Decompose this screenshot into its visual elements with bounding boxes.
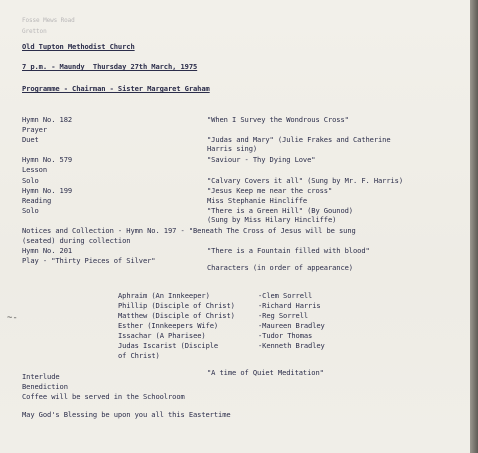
notices-line-2: (seated) during collection (22, 236, 131, 245)
item-right: (Sung by Miss Hilary Hincliffe) (207, 215, 337, 224)
blessing: May God's Blessing be upon you all this Eastertime (22, 410, 231, 419)
cast-role: Judas Iscarist (Disciple (118, 341, 219, 350)
item-left: Lesson (22, 165, 48, 174)
item-right: "There is a Green Hill" (By Gounod) (207, 206, 353, 215)
item-right: "Judas and Mary" (Julie Frakes and Catherine (207, 135, 391, 144)
cast-actor: -Reg Sorrell (258, 311, 309, 320)
cast-role: Esther (Innkeepers Wife) (118, 321, 219, 330)
hymn-201-left: Hymn No. 201 (22, 246, 73, 255)
faint-letterhead-2: Gretton (22, 28, 47, 35)
item-right: "Calvary Covers it all" (Sung by Mr. F. Harris) (207, 176, 404, 185)
notices-line-1: Notices and Collection - Hymn No. 197 - "Beneath The Cross of Jesus will be sung (22, 226, 356, 235)
programme-chairman: Programme - Chairman - Sister Margaret Graham (22, 84, 210, 93)
item-right: "When I Survey the Wondrous Cross" (207, 115, 349, 124)
item-left: Solo (22, 176, 39, 185)
cast-actor: -Richard Harris (258, 301, 321, 310)
service-date: 7 p.m. - Maundy Thursday 27th March, 1975 (22, 62, 198, 71)
item-right: Miss Stephanie Hincliffe (207, 196, 308, 205)
item-right: Harris sing) (207, 144, 258, 153)
item-left: Hymn No. 199 (22, 186, 73, 195)
margin-mark: ~- (7, 313, 18, 323)
coffee-note: Coffee will be served in the Schoolroom (22, 392, 185, 401)
page-edge-shadow (470, 0, 478, 453)
church-title: Old Tupton Methodist Church (22, 42, 135, 51)
item-left: Hymn No. 182 (22, 115, 73, 124)
cast-role: Issachar (A Pharisee) (118, 331, 206, 340)
item-left: Prayer (22, 125, 48, 134)
faint-letterhead-1: Fosse Mews Road (22, 17, 75, 24)
cast-actor: -Kenneth Bradley (258, 341, 325, 350)
item-left: Reading (22, 196, 52, 205)
item-left: Hymn No. 579 (22, 155, 73, 164)
interlude-left: Interlude (22, 372, 60, 381)
interlude-right: "A time of Quiet Meditation" (207, 368, 324, 377)
cast-role: Phillip (Disciple of Christ) (118, 301, 235, 310)
item-right: "Saviour - Thy Dying Love" (207, 155, 316, 164)
cast-role: Matthew (Disciple of Christ) (118, 311, 235, 320)
cast-role: Aphraim (An Innkeeper) (118, 291, 210, 300)
cast-actor: -Maureen Bradley (258, 321, 325, 330)
cast-role: of Christ) (118, 351, 160, 360)
item-left: Solo (22, 206, 39, 215)
characters-heading: Characters (in order of appearance) (207, 263, 353, 272)
cast-actor: -Clem Sorrell (258, 291, 313, 300)
item-right: "Jesus Keep me near the cross" (207, 186, 333, 195)
benediction: Benediction (22, 382, 68, 391)
play-title: Play - "Thirty Pieces of Silver" (22, 256, 156, 265)
hymn-201-right: "There is a Fountain filled with blood" (207, 246, 370, 255)
item-left: Duet (22, 135, 39, 144)
cast-actor: -Tudor Thomas (258, 331, 313, 340)
